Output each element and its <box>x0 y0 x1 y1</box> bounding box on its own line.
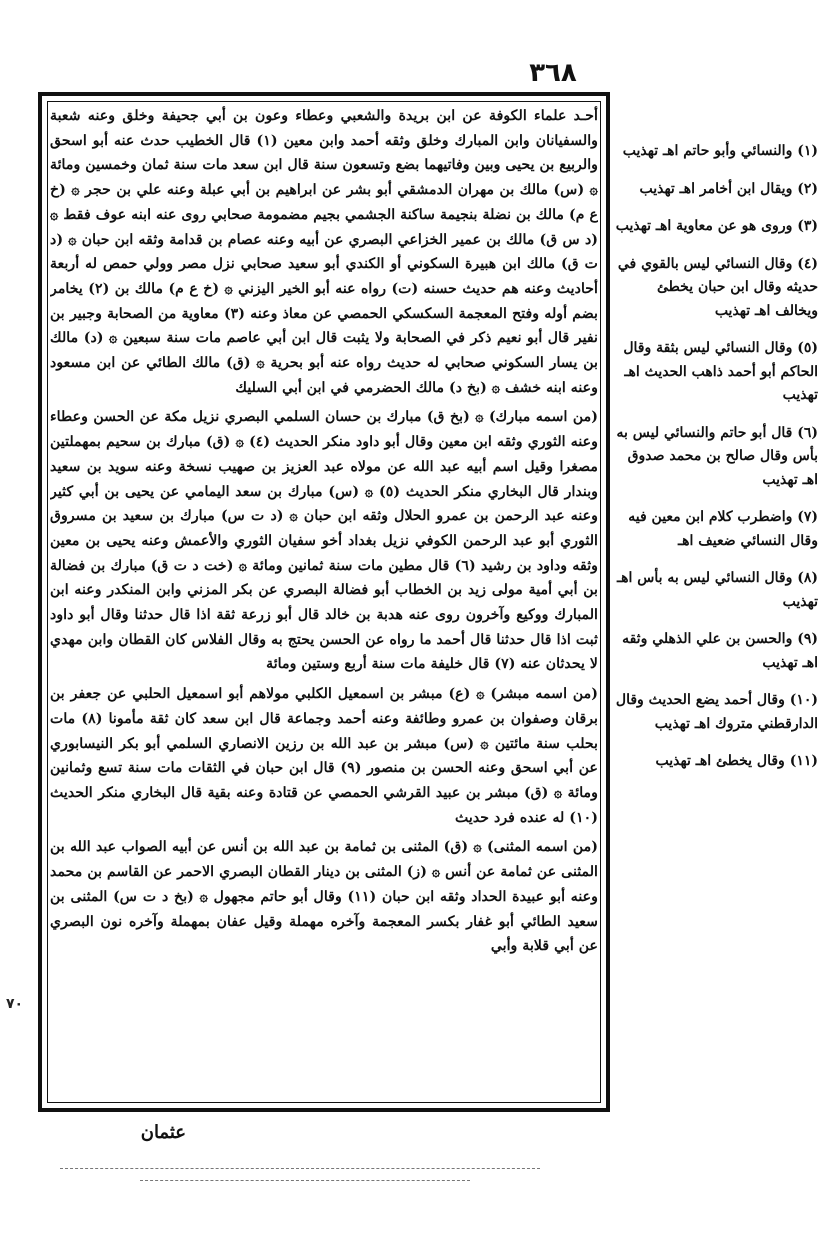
footnote-11: (١١) وقال يخطئ اهـ تهذيب <box>655 753 818 769</box>
footnote-7: (٧) واضطرب كلام ابن معين فيه وقال النسائي ضعيف اهـ <box>628 509 818 549</box>
entry-mubashshir: (من اسمه مبشر) ۞ (ع) مبشر بن اسمعيل الكلبي مولاهم أبو اسمعيل الحلبي عن جعفر بن برقان وصفوان بن عمرو وطائفة وعنه أحمد وجماعة قال ابن سعد كان ثقة مأمونا (٨) مات بحلب سنة مائتين ۞ (س) مبشر بن عبد الله بن رزين الانصاري السلمي أبو بكر النيسابوري عن أبي اسحق وعنه الحسن بن منصور (٩) قال ابن حبان في الثقات مات سنة تسع وثمانين ومائة ۞ (ق) مبشر بن عبيد القرشي الحمصي عن قتادة وعنه بقية قال البخاري منكر الحديث (١٠) له عنده فرد حديث <box>50 686 598 826</box>
main-text-block <box>50 104 598 1104</box>
footnote-5: (٥) وقال النسائي ليس بثقة وقال الحاكم أبو أحمد ذاهب الحديث اهـ تهذيب <box>623 340 818 403</box>
footnote-6: (٦) قال أبو حاتم والنسائي ليس به بأس وقال صالح بن محمد صدوق اهـ تهذيب <box>616 424 818 488</box>
entry-muthanna: (من اسمه المثنى) ۞ (ق) المثنى بن ثمامة بن عبد الله بن أنس عن أبيه الصواب عبد الله بن المثنى عن ثمامة عن أنس ۞ (ز) المثنى بن دينار القطان البصري الاحمر عن القاسم بن محمد وعنه أبو عبيدة الحداد وثقه ابن حبان (١١) وقال أبو حاتم مجهول ۞ (بخ د ت س) المثنى بن سعيد الطائي أبو غفار بكسر المعجمة وآخره مهملة وقيل عفان بمهملة وآخره نون البصري عن أبي قلابة وأبي <box>50 839 598 955</box>
footnote-1: (١) والنسائي وأبو حاتم اهـ تهذيب <box>622 143 818 159</box>
margin-number-mark: ٧٠ <box>6 996 24 1012</box>
marginal-notes <box>614 140 818 1120</box>
catchword: عثمان <box>140 1122 186 1143</box>
entry-mubarak: (من اسمه مبارك) ۞ (بخ ق) مبارك بن حسان السلمي البصري نزيل مكة عن الحسن وعطاء وعنه الثوري وثقه ابن معين وقال أبو داود منكر الحديث (٤) ۞ (ق) مبارك بن سحيم بمهملتين مصغرا وقيل اسم أبيه عبد الله عن مولاه عبد العزيز بن صهيب نسخة وعنه سويد بن سعيد وبندار قال البخاري منكر الحديث (٥) ۞ (س) مبارك بن سعد اليمامي عن يحيى بن أبي كثير وعنه عبد الرحمن بن عمرو الحلال وثقه ابن حبان ۞ (د ت س) مبارك بن سعيد بن مسروق الثوري أبو عبد الرحمن الكوفي نزيل بغداد أخو سفيان الثوري والأعمش وعنه يحيى بن معين وثقه وداود بن رشيد (٦) قال مطين مات سنة ثمانين ومائة ۞ (خت د ت ق) مبارك بن فضالة بن أبي أمية مولى زيد بن الخطاب أبو فضالة البصري عن بكر المزني وابن المنكدر وعنه ابن المبارك ووكيع وآخرون روى عنه هدبة بن خالد قال أبو زرعة ثقة اذا قال حدثنا وقال أبو داود ثبت اذا قال حدثنا قال أحمد ما رواه عن الحسن يحتج به وقال الفلاس كان القطان وابن مهدي لا يحدثان عنه (٧) قال خليفة مات سنة أربع وستين ومائة <box>50 409 598 673</box>
entry-malik: أحـد علماء الكوفة عن ابن بريدة والشعبي وعطاء وعون بن أبي جحيفة وخلق وعنه شعبة والسفيانان وابن المبارك وخلق وثقه أحمد وابن معين (١) قال الخطيب حدث عنه أبو اسحق والربيع بن يحيى وبين وفاتيهما بضع وتسعون سنة قال ابن سعد مات سنة ثمان وخمسين ومائة ۞ (س) مالك بن مهران الدمشقي أبو بشر عن ابراهيم بن أبي عبلة وعنه علي بن حجر ۞ (خ ع م) مالك بن نضلة بنجيمة ساكنة الجشمي بجيم مضمومة صحابي روى عنه ابنه عوف فقط ۞ (د س ق) مالك بن عمير الخزاعي البصري عن أبيه وعنه عصام بن قدامة وثقه ابن حبان ۞ (د ت ق) مالك ابن هبيرة السكوني أو الكندي أبو سعيد صحابي نزل مصر وولي حمص له أربعة أحاديث وعنه هم حديث حسنه (ت) رواه عنه أبو الخير اليزني ۞ (خ ع م) مالك بن (٢) يخامر بضم أوله وفتح المعجمة السكسكي الحمصي عن معاذ وعنه (٣) معاوية من الصحابة وجبير بن نفير قال أبو نعيم ذكر في الصحابة ولا يثبت قال ابن أبي عاصم مات سنة سبعين ۞ (د) مالك بن يسار السكوني صحابي له حديث رواه عنه أبو بحرية ۞ (ق) مالك الطائي عن ابن مسعود وعنه ابنه خشف ۞ (بخ د) مالك الحضرمي في ابن أبي السليك <box>50 108 598 396</box>
footer-rule <box>60 1168 540 1169</box>
page-number: ٣٦٨ <box>529 58 577 88</box>
footer-rule-secondary <box>140 1180 470 1181</box>
footnote-2: (٢) ويقال ابن أخامر اهـ تهذيب <box>639 180 818 197</box>
footnote-3: (٣) وروى هو عن معاوية اهـ تهذيب <box>615 218 818 234</box>
footnote-9: (٩) والحسن بن علي الذهلي وثقه اهـ تهذيب <box>622 631 818 671</box>
footnote-8: (٨) وقال النسائي ليس به بأس اهـ تهذيب <box>617 570 818 610</box>
footnote-4: (٤) وقال النسائي ليس بالقوي في حديثه وقال ابن حبان يخطئ ويخالف اهـ تهذيب <box>617 255 818 319</box>
footnote-10: (١٠) وقال أحمد يضع الحديث وقال الدارقطني متروك اهـ تهذيب <box>615 692 818 732</box>
